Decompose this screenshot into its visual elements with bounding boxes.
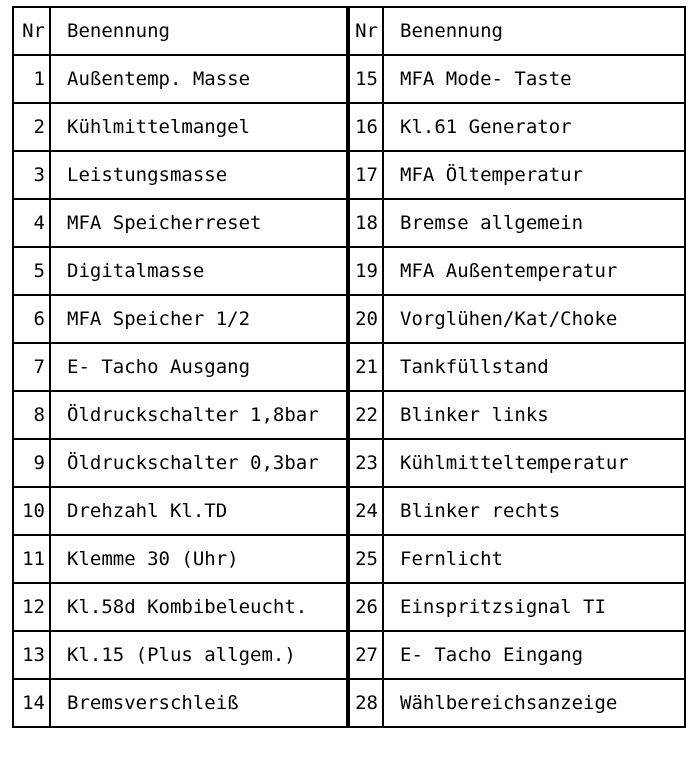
pin-name-cell: Blinker rechts — [383, 487, 685, 535]
pin-number-cell: 8 — [13, 391, 50, 439]
pin-name-cell: MFA Speicher 1/2 — [50, 295, 348, 343]
pin-name-cell: Digitalmasse — [50, 247, 348, 295]
header-name-left: Benennung — [50, 7, 348, 55]
pin-name-cell: MFA Außentemperatur — [383, 247, 685, 295]
table-row — [13, 151, 685, 199]
pin-number-cell: 20 — [348, 295, 383, 343]
table-row — [13, 199, 685, 247]
pin-number-cell: 6 — [13, 295, 50, 343]
pin-name-cell: Einspritzsignal TI — [383, 583, 685, 631]
table-row — [13, 631, 685, 679]
pin-name-cell: MFA Öltemperatur — [383, 151, 685, 199]
table-row — [13, 679, 685, 727]
pin-name-cell: Bremse allgemein — [383, 199, 685, 247]
pin-name-cell: Kühlmitteltemperatur — [383, 439, 685, 487]
pin-number-cell: 18 — [348, 199, 383, 247]
pin-name-cell: Fernlicht — [383, 535, 685, 583]
pin-number-cell: 11 — [13, 535, 50, 583]
pin-name-cell: MFA Mode- Taste — [383, 55, 685, 103]
header-nr-right: Nr — [348, 7, 383, 55]
table-row — [13, 439, 685, 487]
table-body — [13, 55, 685, 727]
pin-name-cell: E- Tacho Eingang — [383, 631, 685, 679]
pin-number-cell: 3 — [13, 151, 50, 199]
pin-name-cell: Leistungsmasse — [50, 151, 348, 199]
pin-number-cell: 26 — [348, 583, 383, 631]
pin-name-cell: Klemme 30 (Uhr) — [50, 535, 348, 583]
table-row — [13, 535, 685, 583]
pin-name-cell: E- Tacho Ausgang — [50, 343, 348, 391]
table-row — [13, 583, 685, 631]
pin-number-cell: 22 — [348, 391, 383, 439]
pin-number-cell: 4 — [13, 199, 50, 247]
pin-name-cell: Kl.61 Generator — [383, 103, 685, 151]
pin-assignment-table — [12, 6, 686, 728]
pin-name-cell: Außentemp. Masse — [50, 55, 348, 103]
pin-number-cell: 25 — [348, 535, 383, 583]
table-row — [13, 487, 685, 535]
pin-name-cell: Blinker links — [383, 391, 685, 439]
header-nr-left: Nr — [13, 7, 50, 55]
pin-number-cell: 9 — [13, 439, 50, 487]
pin-number-cell: 10 — [13, 487, 50, 535]
pin-number-cell: 2 — [13, 103, 50, 151]
pin-name-cell: Kühlmittelmangel — [50, 103, 348, 151]
pin-name-cell: Öldruckschalter 0,3bar — [50, 439, 348, 487]
pin-number-cell: 23 — [348, 439, 383, 487]
pin-name-cell: Wählbereichsanzeige — [383, 679, 685, 727]
pin-name-cell: Öldruckschalter 1,8bar — [50, 391, 348, 439]
pin-number-cell: 5 — [13, 247, 50, 295]
pin-name-cell: MFA Speicherreset — [50, 199, 348, 247]
table-row — [13, 343, 685, 391]
pin-number-cell: 1 — [13, 55, 50, 103]
pin-number-cell: 15 — [348, 55, 383, 103]
table-header-row — [13, 7, 685, 55]
pin-number-cell: 7 — [13, 343, 50, 391]
pin-number-cell: 17 — [348, 151, 383, 199]
table-row — [13, 247, 685, 295]
pin-name-cell: Tankfüllstand — [383, 343, 685, 391]
table-row — [13, 55, 685, 103]
pin-number-cell: 14 — [13, 679, 50, 727]
pin-number-cell: 27 — [348, 631, 383, 679]
table-row — [13, 391, 685, 439]
table-row — [13, 103, 685, 151]
pin-number-cell: 13 — [13, 631, 50, 679]
pin-number-cell: 21 — [348, 343, 383, 391]
header-name-right: Benennung — [383, 7, 685, 55]
pin-number-cell: 19 — [348, 247, 383, 295]
pin-number-cell: 28 — [348, 679, 383, 727]
pin-number-cell: 12 — [13, 583, 50, 631]
table-row — [13, 295, 685, 343]
pin-name-cell: Kl.58d Kombibeleucht. — [50, 583, 348, 631]
pin-name-cell: Vorglühen/Kat/Choke — [383, 295, 685, 343]
pin-name-cell: Drehzahl Kl.TD — [50, 487, 348, 535]
pin-name-cell: Bremsverschleiß — [50, 679, 348, 727]
pin-name-cell: Kl.15 (Plus allgem.) — [50, 631, 348, 679]
pin-number-cell: 24 — [348, 487, 383, 535]
pin-number-cell: 16 — [348, 103, 383, 151]
